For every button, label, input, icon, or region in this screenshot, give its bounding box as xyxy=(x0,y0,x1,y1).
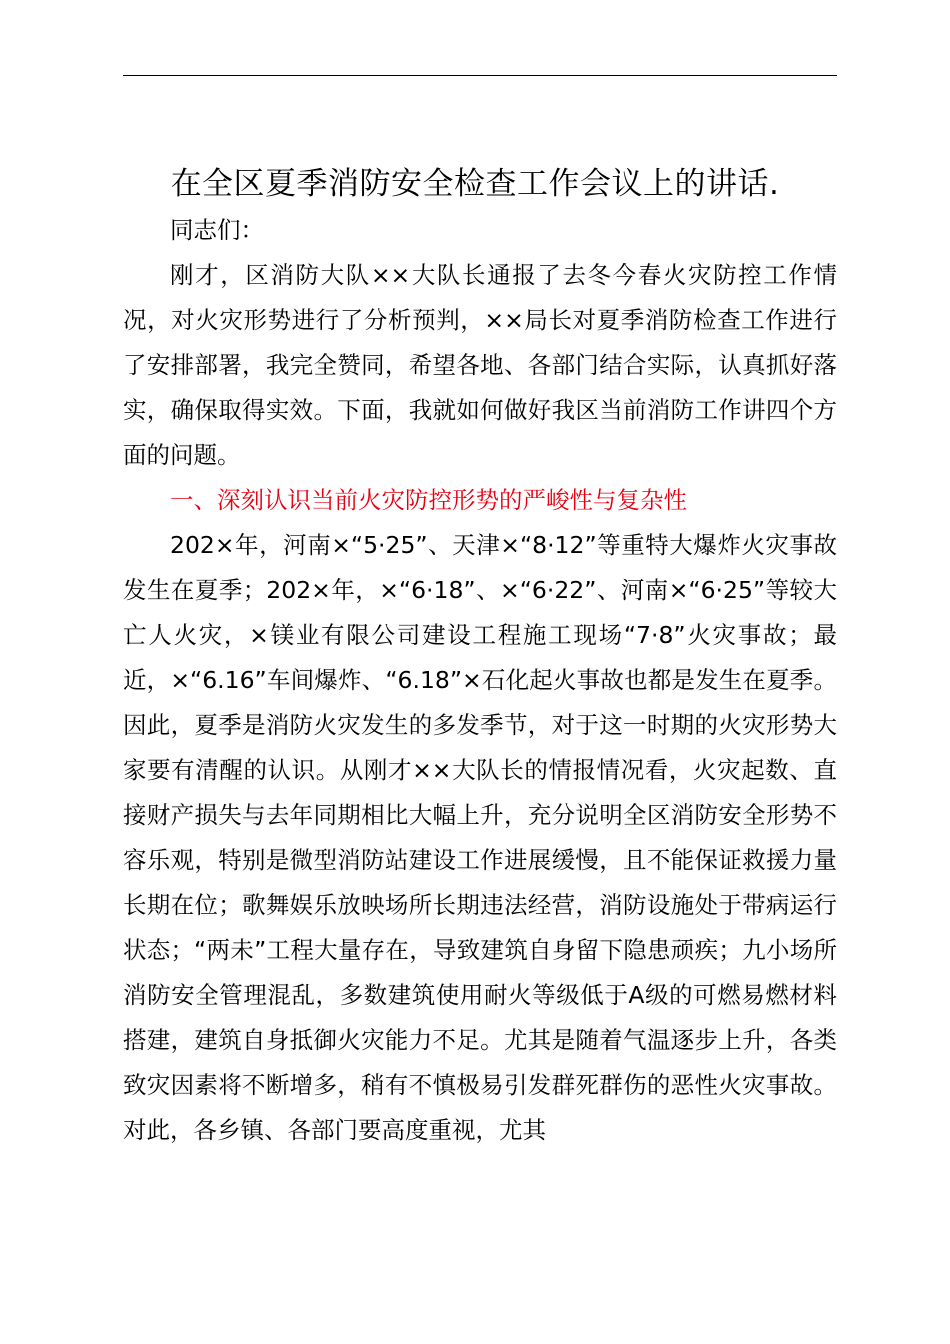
intro-paragraph: 刚才，区消防大队××大队长通报了去冬今春火灾防控工作情况，对火灾形势进行了分析预判，××局长对夏季消防检查工作进行了安排部署，我完全赞同，希望各地、各部门结合实际，认真抓好落实，确保取得实效。下面，我就如何做好我区当前消防工作讲四个方面的问题。 xyxy=(123,261,837,469)
section-1-paragraph: 202×年，河南×“5·25”、天津×“8·12”等重特大爆炸火灾事故发生在夏季；202×年，×“6·18”、×“6·22”、河南×“6·25”等较大亡人火灾，×镁业有限公司建设工程施工现场“7·8”火灾事故；最近，×“6.16”车间爆炸、“6.18”×石化起火事故也都是发生在夏季。因此，夏季是消防火灾发生的多发季节，对于这一时期的火灾形势大家要有清醒的认识。从刚才××大队长的情报情况看，火灾起数、直接财产损失与去年同期相比大幅上升，充分说明全区消防安全形势不容乐观，特别是微型消防站建设工作进展缓慢，且不能保证救援力量长期在位；歌舞娱乐放映场所长期违法经营，消防设施处于带病运行状态；“两未”工程大量存在，导致建筑自身留下隐患顽疾；九小场所消防安全管理混乱，多数建筑使用耐火等级低于A级的可燃易燃材料搭建，建筑自身抵御火灾能力不足。尤其是随着气温逐步上升，各类致灾因素将不断增多，稍有不慎极易引发群死群伤的恶性火灾事故。对此，各乡镇、各部门要高度重视，尤其 xyxy=(123,531,837,1144)
header-rule xyxy=(123,75,837,76)
document-body xyxy=(123,208,837,1153)
salutation: 同志们： xyxy=(170,216,264,244)
section-heading-1: 一、深刻认识当前火灾防控形势的严峻性与复杂性 xyxy=(170,486,687,514)
document-title: 在全区夏季消防安全检查工作会议上的讲话. xyxy=(170,165,780,202)
